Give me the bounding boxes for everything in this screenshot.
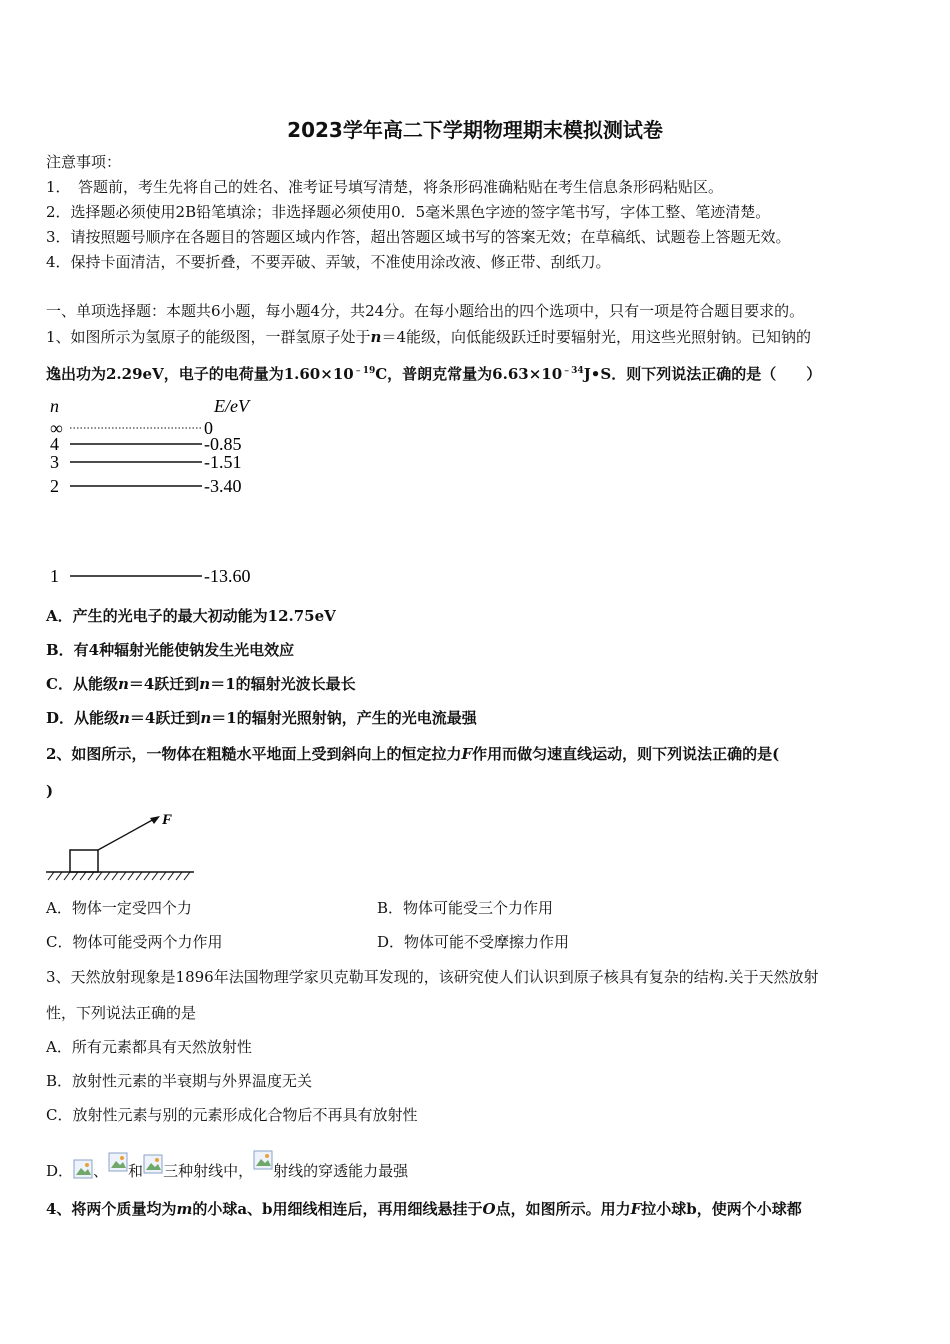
level-energy-label: -3.40 (204, 476, 242, 496)
q2-text: 2、如图所示，一物体在粗糙水平地面上受到斜向上的恒定拉力 (46, 745, 462, 763)
page-title: 2023学年高二下学期物理期末模拟测试卷 (287, 118, 663, 142)
level-energy-label: -0.85 (204, 434, 242, 454)
q1-opt-text: ＝4跃迁到 (128, 675, 200, 693)
q4-f-var: F (630, 1200, 642, 1218)
q1-n-var: n (199, 675, 211, 693)
q1-exponent: ﹣19 (353, 366, 376, 376)
q1-stem-line1 (46, 327, 811, 347)
energy-level-diagram (44, 394, 284, 588)
q1-option-b[interactable]: B．有4种辐射光能使钠发生光电效应 (46, 641, 295, 659)
q1-n-var: n (200, 709, 212, 727)
broken-image-icon (253, 1150, 273, 1170)
q3-option-b[interactable]: B．放射性元素的半衰期与外界温度无关 (46, 1072, 313, 1090)
force-arrow-head (150, 816, 160, 824)
q1-exponent: ﹣34 (562, 366, 584, 376)
q1-text: 逸出功为2.29eV，电子的电荷量为1.60×10 (46, 365, 354, 383)
level-energy-label: -1.51 (204, 452, 242, 472)
level-n-label: 4 (50, 434, 59, 454)
block (70, 850, 98, 872)
q1-opt-text: C．从能级 (46, 675, 118, 693)
q4-o-var: O (482, 1200, 496, 1218)
q3-opt-text: 射线的穿透能力最强 (273, 1162, 409, 1180)
q1-text: C，普朗克常量为6.63×10 (375, 365, 563, 383)
q2-text: 作用而做匀速直线运动，则下列说法正确的是( (472, 745, 780, 763)
q3-opt-text: D． (46, 1162, 74, 1180)
q1-opt-text: ＝4跃迁到 (129, 709, 201, 727)
q1-stem-line2 (46, 364, 821, 384)
q3-option-a[interactable]: A．所有元素都具有天然放射性 (46, 1038, 252, 1056)
q1-text: J•S．则下列说法正确的是（ ） (583, 365, 822, 383)
notice-heading: 注意事项： (46, 153, 122, 171)
q3-stem-line2: 性，下列说法正确的是 (46, 1004, 197, 1022)
diagram-n-label: n (50, 396, 59, 416)
q4-m-var: m (176, 1200, 193, 1218)
diagram-e-label-text: E/eV (214, 396, 249, 416)
q1-opt-text: ＝1的辐射光照射钠，产生的光电流最强 (211, 709, 477, 727)
ground-hatching (48, 872, 190, 880)
q3-option-d[interactable] (46, 1150, 408, 1181)
q3-opt-text: 和 (128, 1162, 144, 1180)
q2-stem-line2: ) (46, 782, 54, 800)
broken-image-icon (143, 1154, 163, 1174)
q1-option-a[interactable]: A．产生的光电子的最大初动能为12.75eV (46, 607, 336, 625)
q4-text: 点，如图所示。用力 (495, 1200, 631, 1218)
level-energy-label: 0 (204, 418, 213, 438)
notice-item-4: 4．保持卡面清洁，不要折叠，不要弄破、弄皱，不准使用涂改液、修正带、刮纸刀。 (46, 253, 611, 271)
q2-option-b[interactable]: B．物体可能受三个力作用 (377, 899, 554, 917)
q1-option-c[interactable] (46, 674, 356, 694)
q1-text: ＝4能级，向低能级跃迁时要辐射光，用这些光照射钠。已知钠的 (381, 328, 811, 346)
q4-text: 的小球a、b用细线相连后，再用细线悬挂于 (192, 1200, 483, 1218)
energy-levels (50, 418, 251, 586)
level-energy-label: -13.60 (204, 566, 251, 586)
q2-option-d[interactable]: D．物体可能不受摩擦力作用 (377, 933, 570, 951)
level-n-label: 1 (50, 566, 59, 586)
q1-option-d[interactable] (46, 708, 477, 728)
broken-image-icon (73, 1159, 93, 1179)
q4-text: 拉小球b，使两个小球都 (641, 1200, 802, 1218)
q1-opt-text: ＝1的辐射光波长最长 (210, 675, 356, 693)
q3-stem-line1: 3、天然放射现象是1896年法国物理学家贝克勒耳发现的，该研究使人们认识到原子核具有复杂的结构.关于天然放射 (46, 968, 819, 986)
force-label: F (162, 812, 173, 828)
q2-stem-line1 (46, 744, 779, 764)
q2-option-c[interactable]: C．物体可能受两个力作用 (46, 933, 223, 951)
level-n-label: 3 (50, 452, 59, 472)
diagram-e-label (213, 396, 251, 416)
force-diagram (44, 808, 204, 884)
force-arrow-shaft (98, 818, 156, 850)
q3-opt-text: 、 (93, 1162, 109, 1180)
notice-item-1: 1． 答题前，考生先将自己的姓名、准考证号填写清楚，将条形码准确粘贴在考生信息条形码粘贴区。 (46, 178, 724, 196)
q3-option-c[interactable]: C．放射性元素与别的元素形成化合物后不再具有放射性 (46, 1106, 418, 1124)
q3-opt-text: 三种射线中， (163, 1162, 254, 1180)
notice-item-2: 2．选择题必须使用2B铅笔填涂；非选择题必须使用0．5毫米黑色字迹的签字笔书写，字体工整、笔迹清楚。 (46, 203, 771, 221)
q1-text: 1、如图所示为氢原子的能级图，一群氢原子处于 (46, 328, 371, 346)
level-n-label: ∞ (50, 418, 63, 438)
level-n-label: 2 (50, 476, 59, 496)
notice-item-3: 3．请按照题号顺序在各题目的答题区域内作答，超出答题区域书写的答案无效；在草稿纸、试题卷上答题无效。 (46, 228, 791, 246)
q1-n-var: n (119, 709, 130, 727)
q2-f-var: F (461, 745, 473, 763)
q4-stem-line1 (46, 1199, 802, 1219)
q1-opt-text: D．从能级 (46, 709, 120, 727)
broken-image-icon (108, 1152, 128, 1172)
q1-n-var: n (370, 328, 382, 346)
q1-n-var: n (117, 675, 129, 693)
section-header: 一、单项选择题：本题共6小题，每小题4分，共24分。在每小题给出的四个选项中，只有一项是符合题目要求的。 (46, 302, 805, 320)
q2-option-a[interactable]: A．物体一定受四个力 (46, 899, 192, 917)
q4-text: 4、将两个质量均为 (46, 1200, 177, 1218)
